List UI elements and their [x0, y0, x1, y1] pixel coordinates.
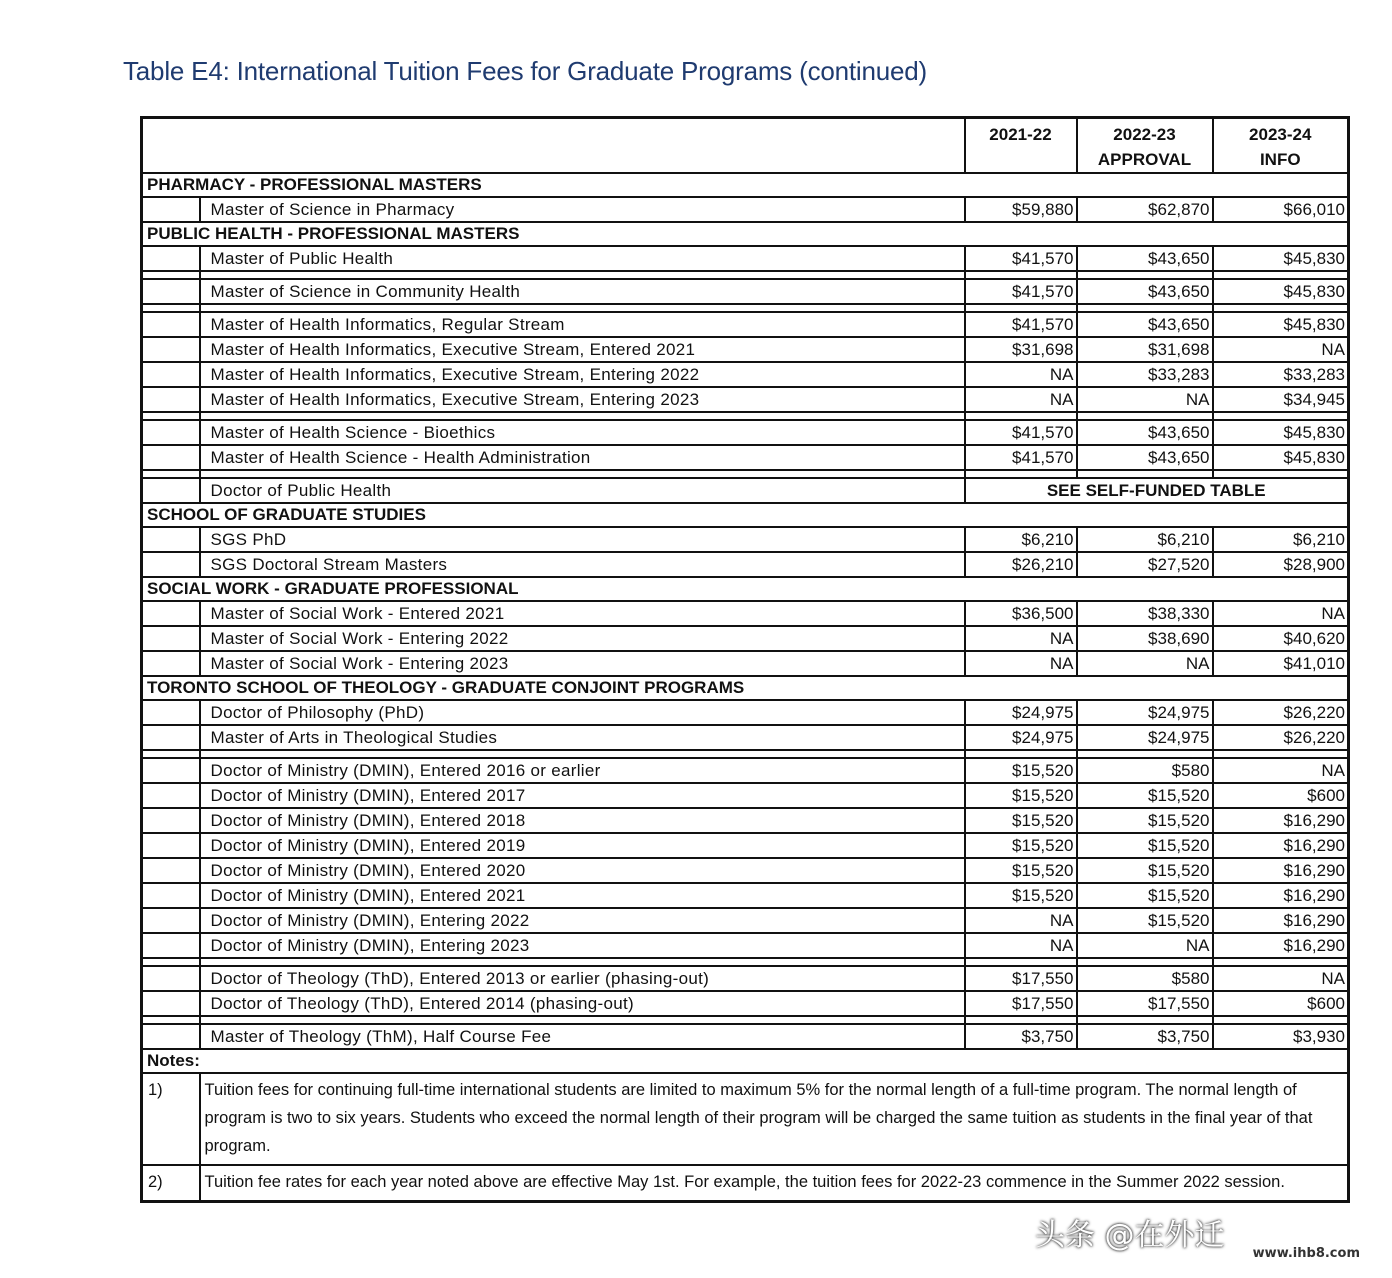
program-name: Master of Health Informatics, Executive Stream, Entered 2021 [200, 337, 965, 362]
table-header-row [142, 118, 1349, 174]
table-row [142, 420, 1349, 445]
program-name: Master of Arts in Theological Studies [200, 725, 965, 750]
fee-2021-22: $31,698 [965, 337, 1077, 362]
spacer-row [142, 470, 1349, 478]
fee-2023-24: NA [1213, 758, 1349, 783]
fee-2023-24: $66,010 [1213, 197, 1349, 222]
fee-2023-24: $45,830 [1213, 279, 1349, 304]
spacer-cell [142, 1016, 200, 1024]
spacer-cell [200, 470, 965, 478]
table-row [142, 725, 1349, 750]
section-header-row [142, 173, 1349, 197]
section-header-row [142, 503, 1349, 527]
program-name: Doctor of Ministry (DMIN), Entering 2022 [200, 908, 965, 933]
page-title: Table E4: International Tuition Fees for Graduate Programs (continued) [123, 56, 927, 86]
spacer-cell [142, 271, 200, 279]
fee-2022-23: $15,520 [1077, 883, 1213, 908]
fee-2023-24: $45,830 [1213, 246, 1349, 271]
indent-cell [142, 478, 200, 503]
note-row [142, 1073, 1349, 1165]
note-number: 1) [142, 1073, 200, 1165]
spacer-cell [200, 271, 965, 279]
indent-cell [142, 312, 200, 337]
fee-2022-23: $15,520 [1077, 833, 1213, 858]
fee-2022-23: $43,650 [1077, 246, 1213, 271]
fee-2023-24: $34,945 [1213, 387, 1349, 412]
fee-2021-22: $36,500 [965, 601, 1077, 626]
spacer-cell [1077, 750, 1213, 758]
fee-2021-22: $41,570 [965, 445, 1077, 470]
fee-2022-23: $38,330 [1077, 601, 1213, 626]
fee-2023-24: $28,900 [1213, 552, 1349, 577]
fee-2023-24: $45,830 [1213, 420, 1349, 445]
table-row [142, 858, 1349, 883]
table-row [142, 883, 1349, 908]
spacer-cell [1213, 412, 1349, 420]
section-header-row [142, 676, 1349, 700]
table-row [142, 552, 1349, 577]
table-row [142, 991, 1349, 1016]
spacer-cell [200, 1016, 965, 1024]
header-year-label: 2021-22 [989, 125, 1052, 144]
notes-header-row [142, 1049, 1349, 1073]
fee-2022-23: $31,698 [1077, 337, 1213, 362]
fee-2022-23: $24,975 [1077, 700, 1213, 725]
indent-cell [142, 362, 200, 387]
watermark [1035, 1210, 1375, 1270]
program-name: Master of Health Science - Bioethics [200, 420, 965, 445]
fee-2023-24: $33,283 [1213, 362, 1349, 387]
section-title: PHARMACY - PROFESSIONAL MASTERS [142, 173, 1349, 197]
table-row [142, 197, 1349, 222]
fee-2023-24: $26,220 [1213, 725, 1349, 750]
fee-2023-24: $16,290 [1213, 858, 1349, 883]
indent-cell [142, 246, 200, 271]
fee-2021-22: $15,520 [965, 883, 1077, 908]
spacer-row [142, 271, 1349, 279]
spacer-cell [1213, 750, 1349, 758]
table-row [142, 808, 1349, 833]
fee-2023-24: $3,930 [1213, 1024, 1349, 1049]
table-row [142, 337, 1349, 362]
fee-2022-23: $580 [1077, 758, 1213, 783]
fee-2022-23: $43,650 [1077, 445, 1213, 470]
fee-2021-22: NA [965, 387, 1077, 412]
table-row [142, 783, 1349, 808]
program-name: Doctor of Ministry (DMIN), Entered 2018 [200, 808, 965, 833]
table-row [142, 312, 1349, 337]
fee-2021-22: NA [965, 626, 1077, 651]
tuition-table [140, 116, 1350, 1203]
fee-2021-22: $59,880 [965, 197, 1077, 222]
spacer-cell [965, 412, 1077, 420]
fee-2021-22: $6,210 [965, 527, 1077, 552]
indent-cell [142, 808, 200, 833]
fee-2023-24: $16,290 [1213, 933, 1349, 958]
spacer-row [142, 1016, 1349, 1024]
program-name: Doctor of Ministry (DMIN), Entering 2023 [200, 933, 965, 958]
fee-2022-23: $43,650 [1077, 420, 1213, 445]
watermark-site: www.ihb8.com [1252, 1246, 1360, 1261]
fee-2023-24: $26,220 [1213, 700, 1349, 725]
program-name: Doctor of Ministry (DMIN), Entered 2019 [200, 833, 965, 858]
indent-cell [142, 552, 200, 577]
section-title: PUBLIC HEALTH - PROFESSIONAL MASTERS [142, 222, 1349, 246]
spacer-cell [1077, 958, 1213, 966]
section-header-row [142, 577, 1349, 601]
fee-2022-23: $15,520 [1077, 858, 1213, 883]
indent-cell [142, 758, 200, 783]
fee-2021-22: NA [965, 362, 1077, 387]
program-name: Doctor of Theology (ThD), Entered 2013 or earlier (phasing-out) [200, 966, 965, 991]
spacer-cell [965, 271, 1077, 279]
table-row [142, 833, 1349, 858]
fee-2021-22: $17,550 [965, 966, 1077, 991]
fee-2021-22: $15,520 [965, 783, 1077, 808]
spacer-row [142, 412, 1349, 420]
table-row [142, 758, 1349, 783]
table-row [142, 626, 1349, 651]
fee-2022-23: $62,870 [1077, 197, 1213, 222]
indent-cell [142, 933, 200, 958]
program-name: Master of Health Informatics, Executive Stream, Entering 2022 [200, 362, 965, 387]
fee-2021-22: $15,520 [965, 858, 1077, 883]
fee-2023-24: $600 [1213, 991, 1349, 1016]
fee-2021-22: $3,750 [965, 1024, 1077, 1049]
note-number: 2) [142, 1165, 200, 1202]
program-name: Master of Health Science - Health Administration [200, 445, 965, 470]
fee-2023-24: $6,210 [1213, 527, 1349, 552]
table-row [142, 362, 1349, 387]
fee-2023-24: $600 [1213, 783, 1349, 808]
table-row [142, 445, 1349, 470]
indent-cell [142, 908, 200, 933]
program-name: Doctor of Ministry (DMIN), Entered 2021 [200, 883, 965, 908]
fee-2021-22: NA [965, 651, 1077, 676]
fee-2023-24: NA [1213, 966, 1349, 991]
spacer-row [142, 304, 1349, 312]
program-name: SGS Doctoral Stream Masters [200, 552, 965, 577]
header-status-label: APPROVAL [1097, 150, 1192, 169]
table-row [142, 933, 1349, 958]
spacer-cell [200, 412, 965, 420]
header-year-label: 2022-23 [1113, 125, 1176, 144]
fee-2021-22: $17,550 [965, 991, 1077, 1016]
program-name: Master of Social Work - Entering 2022 [200, 626, 965, 651]
spacer-cell [142, 412, 200, 420]
program-name: Master of Public Health [200, 246, 965, 271]
fee-2022-23: $38,690 [1077, 626, 1213, 651]
spacer-cell [200, 958, 965, 966]
fee-2022-23: $580 [1077, 966, 1213, 991]
table-row [142, 908, 1349, 933]
fee-2023-24: $16,290 [1213, 908, 1349, 933]
table-row [142, 601, 1349, 626]
fee-2023-24: $45,830 [1213, 312, 1349, 337]
spacer-cell [1213, 1016, 1349, 1024]
table-row [142, 1024, 1349, 1049]
program-name: Doctor of Philosophy (PhD) [200, 700, 965, 725]
indent-cell [142, 858, 200, 883]
indent-cell [142, 966, 200, 991]
spacer-cell [965, 304, 1077, 312]
header-status-label: INFO [1259, 150, 1301, 169]
program-name: Master of Social Work - Entered 2021 [200, 601, 965, 626]
notes-label: Notes: [142, 1049, 1349, 1073]
program-name: Doctor of Ministry (DMIN), Entered 2020 [200, 858, 965, 883]
fee-2022-23: NA [1077, 387, 1213, 412]
program-name: Master of Science in Community Health [200, 279, 965, 304]
program-name: Doctor of Public Health [200, 478, 965, 503]
spacer-cell [142, 750, 200, 758]
fee-2023-24: NA [1213, 337, 1349, 362]
program-name: Master of Social Work - Entering 2023 [200, 651, 965, 676]
program-name: Doctor of Ministry (DMIN), Entered 2016 or earlier [200, 758, 965, 783]
fee-2023-24: $16,290 [1213, 808, 1349, 833]
fee-2022-23: $15,520 [1077, 908, 1213, 933]
fee-2021-22: $15,520 [965, 808, 1077, 833]
fee-2022-23: $3,750 [1077, 1024, 1213, 1049]
fee-2023-24: $16,290 [1213, 833, 1349, 858]
spacer-cell [142, 470, 200, 478]
indent-cell [142, 601, 200, 626]
program-name: Doctor of Ministry (DMIN), Entered 2017 [200, 783, 965, 808]
indent-cell [142, 626, 200, 651]
header-2022-23 [1077, 118, 1213, 174]
section-title: SCHOOL OF GRADUATE STUDIES [142, 503, 1349, 527]
fee-2021-22: $41,570 [965, 420, 1077, 445]
spacer-cell [1213, 271, 1349, 279]
spacer-cell [142, 304, 200, 312]
header-2021-22 [965, 118, 1077, 174]
spacer-cell [1077, 271, 1213, 279]
indent-cell [142, 420, 200, 445]
table-row [142, 651, 1349, 676]
program-name: SGS PhD [200, 527, 965, 552]
fee-2021-22: $15,520 [965, 833, 1077, 858]
fee-2022-23: $6,210 [1077, 527, 1213, 552]
indent-cell [142, 725, 200, 750]
fee-2021-22: $41,570 [965, 279, 1077, 304]
header-year-label: 2023-24 [1249, 125, 1312, 144]
fee-2021-22: $24,975 [965, 725, 1077, 750]
program-name: Master of Health Informatics, Executive Stream, Entering 2023 [200, 387, 965, 412]
fee-2023-24: $16,290 [1213, 883, 1349, 908]
fee-2023-24: $45,830 [1213, 445, 1349, 470]
spacer-row [142, 958, 1349, 966]
spacer-cell [1077, 470, 1213, 478]
fee-2022-23: $15,520 [1077, 808, 1213, 833]
spacer-cell [965, 958, 1077, 966]
note-text: Tuition fee rates for each year noted above are effective May 1st. For example, the tuition fees for 2022-23 commence in the Summer 2022 session. [200, 1165, 1349, 1202]
fee-2021-22: $41,570 [965, 246, 1077, 271]
section-title: SOCIAL WORK - GRADUATE PROFESSIONAL [142, 577, 1349, 601]
spacer-cell [965, 470, 1077, 478]
indent-cell [142, 527, 200, 552]
indent-cell [142, 883, 200, 908]
fee-2023-24: $40,620 [1213, 626, 1349, 651]
fee-2021-22: $41,570 [965, 312, 1077, 337]
fee-2023-24: NA [1213, 601, 1349, 626]
spacer-cell [142, 958, 200, 966]
table-row [142, 966, 1349, 991]
spacer-cell [200, 750, 965, 758]
fee-2022-23: NA [1077, 651, 1213, 676]
fee-2022-23: NA [1077, 933, 1213, 958]
program-name: Master of Science in Pharmacy [200, 197, 965, 222]
indent-cell [142, 991, 200, 1016]
fee-2023-24: $41,010 [1213, 651, 1349, 676]
fee-2021-22: NA [965, 908, 1077, 933]
indent-cell [142, 387, 200, 412]
header-blank-cell [142, 118, 965, 174]
spacer-cell [1213, 958, 1349, 966]
fee-2021-22: $15,520 [965, 758, 1077, 783]
fee-2022-23: $24,975 [1077, 725, 1213, 750]
spacer-cell [1077, 412, 1213, 420]
program-name: Master of Health Informatics, Regular Stream [200, 312, 965, 337]
fee-2022-23: $43,650 [1077, 312, 1213, 337]
spacer-cell [1213, 304, 1349, 312]
indent-cell [142, 279, 200, 304]
indent-cell [142, 197, 200, 222]
indent-cell [142, 651, 200, 676]
indent-cell [142, 700, 200, 725]
spacer-cell [965, 1016, 1077, 1024]
fee-2022-23: $27,520 [1077, 552, 1213, 577]
header-2023-24 [1213, 118, 1349, 174]
fee-2022-23: $43,650 [1077, 279, 1213, 304]
program-name: Master of Theology (ThM), Half Course Fee [200, 1024, 965, 1049]
program-name: Doctor of Theology (ThD), Entered 2014 (phasing-out) [200, 991, 965, 1016]
table-row [142, 387, 1349, 412]
fee-2022-23: $33,283 [1077, 362, 1213, 387]
table-row [142, 527, 1349, 552]
note-row [142, 1165, 1349, 1202]
fee-2021-22: NA [965, 933, 1077, 958]
indent-cell [142, 1024, 200, 1049]
spacer-cell [1077, 1016, 1213, 1024]
table-row [142, 700, 1349, 725]
spacer-cell [965, 750, 1077, 758]
spacer-cell [1077, 304, 1213, 312]
spacer-cell [1213, 470, 1349, 478]
spacer-row [142, 750, 1349, 758]
fee-2022-23: $17,550 [1077, 991, 1213, 1016]
section-title: TORONTO SCHOOL OF THEOLOGY - GRADUATE CONJOINT PROGRAMS [142, 676, 1349, 700]
see-self-funded-note: SEE SELF-FUNDED TABLE [965, 478, 1349, 503]
watermark-text: 头条 @在外迁 [1035, 1218, 1225, 1253]
fee-2022-23: $15,520 [1077, 783, 1213, 808]
spacer-cell [200, 304, 965, 312]
indent-cell [142, 833, 200, 858]
fee-2021-22: $26,210 [965, 552, 1077, 577]
indent-cell [142, 337, 200, 362]
indent-cell [142, 783, 200, 808]
note-text: Tuition fees for continuing full-time international students are limited to maximum 5% for the normal length of a full-time program. The normal length of program is two to six years. Students who exceed the normal length of their program will be charged the same tuition as students in the final year of that program. [200, 1073, 1349, 1165]
section-header-row [142, 222, 1349, 246]
indent-cell [142, 445, 200, 470]
table-row [142, 246, 1349, 271]
table-row [142, 279, 1349, 304]
fee-2021-22: $24,975 [965, 700, 1077, 725]
table-row [142, 478, 1349, 503]
